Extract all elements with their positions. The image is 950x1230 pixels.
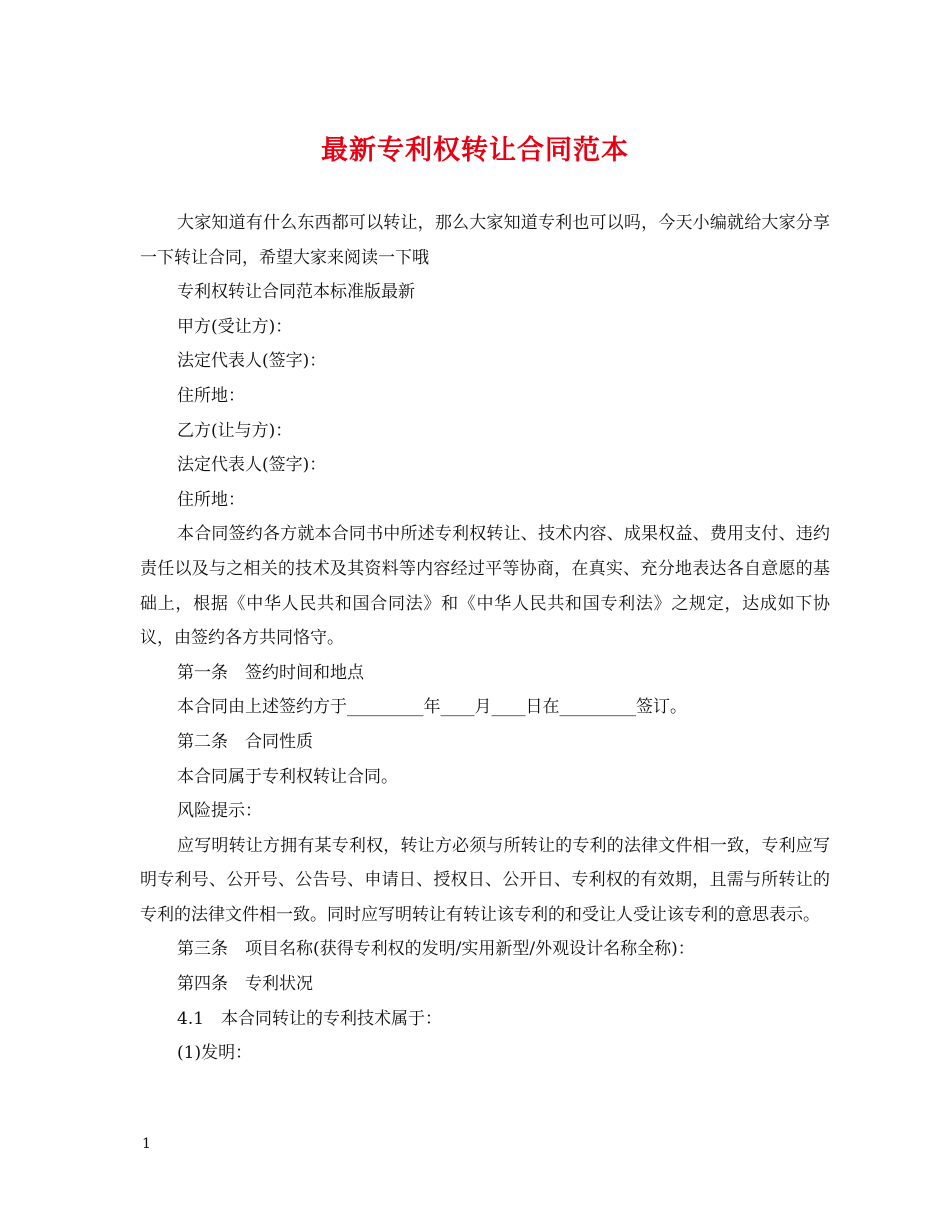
contract-subtitle: 专利权转让合同范本标准版最新 <box>177 282 415 303</box>
document-title: 最新专利权转让合同范本 <box>321 135 629 166</box>
clause-4-1: 4.1 本合同转让的专利技术属于： <box>177 1008 443 1029</box>
party-b-representative: 法定代表人(签字)： <box>177 455 327 476</box>
document-body <box>140 206 830 1071</box>
article-4-heading: 第四条 专利状况 <box>177 974 313 995</box>
intro-paragraph: 大家知道有什么东西都可以转让，那么大家知道专利也可以吗，今天小编就给大家分享一下转让合同，希望大家来阅读一下哦 <box>140 213 830 268</box>
risk-notice-text: 应写明转让方拥有某专利权，转让方必须与所转让的专利的法律文件相一致，专利应写明专利号、公开号、公告号、申请日、授权日、公开日、专利权的有效期，且需与所转让的专利的法律文件相一致。同时应写明转让有转让该专利的和受让人受让该专利的意思表示。 <box>140 835 830 925</box>
article-3-heading: 第三条 项目名称(获得专利权的发明/实用新型/外观设计名称全称)： <box>177 939 695 960</box>
risk-notice-heading: 风险提示： <box>177 801 262 822</box>
party-b-label: 乙方(让与方)： <box>177 420 293 441</box>
article-2-heading: 第二条 合同性质 <box>177 731 313 752</box>
page-number: 1 <box>142 1136 151 1152</box>
party-a-label: 甲方(受让方)： <box>177 316 293 337</box>
party-a-address: 住所地： <box>177 385 245 406</box>
party-a-representative: 法定代表人(签字)： <box>177 351 327 372</box>
article-1-heading: 第一条 签约时间和地点 <box>177 662 364 683</box>
preamble-paragraph: 本合同签约各方就本合同书中所述专利权转让、技术内容、成果权益、费用支付、违约责任以及与之相关的技术及其资料等内容经过平等协商，在真实、充分地表达各自意愿的基础上，根据《中华人民共和国合同法》和《中华人民共和国专利法》之规定，达成如下协议，由签约各方共同恪守。 <box>140 524 830 649</box>
party-b-address: 住所地： <box>177 489 245 510</box>
clause-4-1-option-1: (1)发明： <box>177 1043 253 1064</box>
article-1-text: 本合同由上述签约方于_________年____月____日在_________签订。 <box>177 697 687 718</box>
article-2-text: 本合同属于专利权转让合同。 <box>177 766 398 787</box>
